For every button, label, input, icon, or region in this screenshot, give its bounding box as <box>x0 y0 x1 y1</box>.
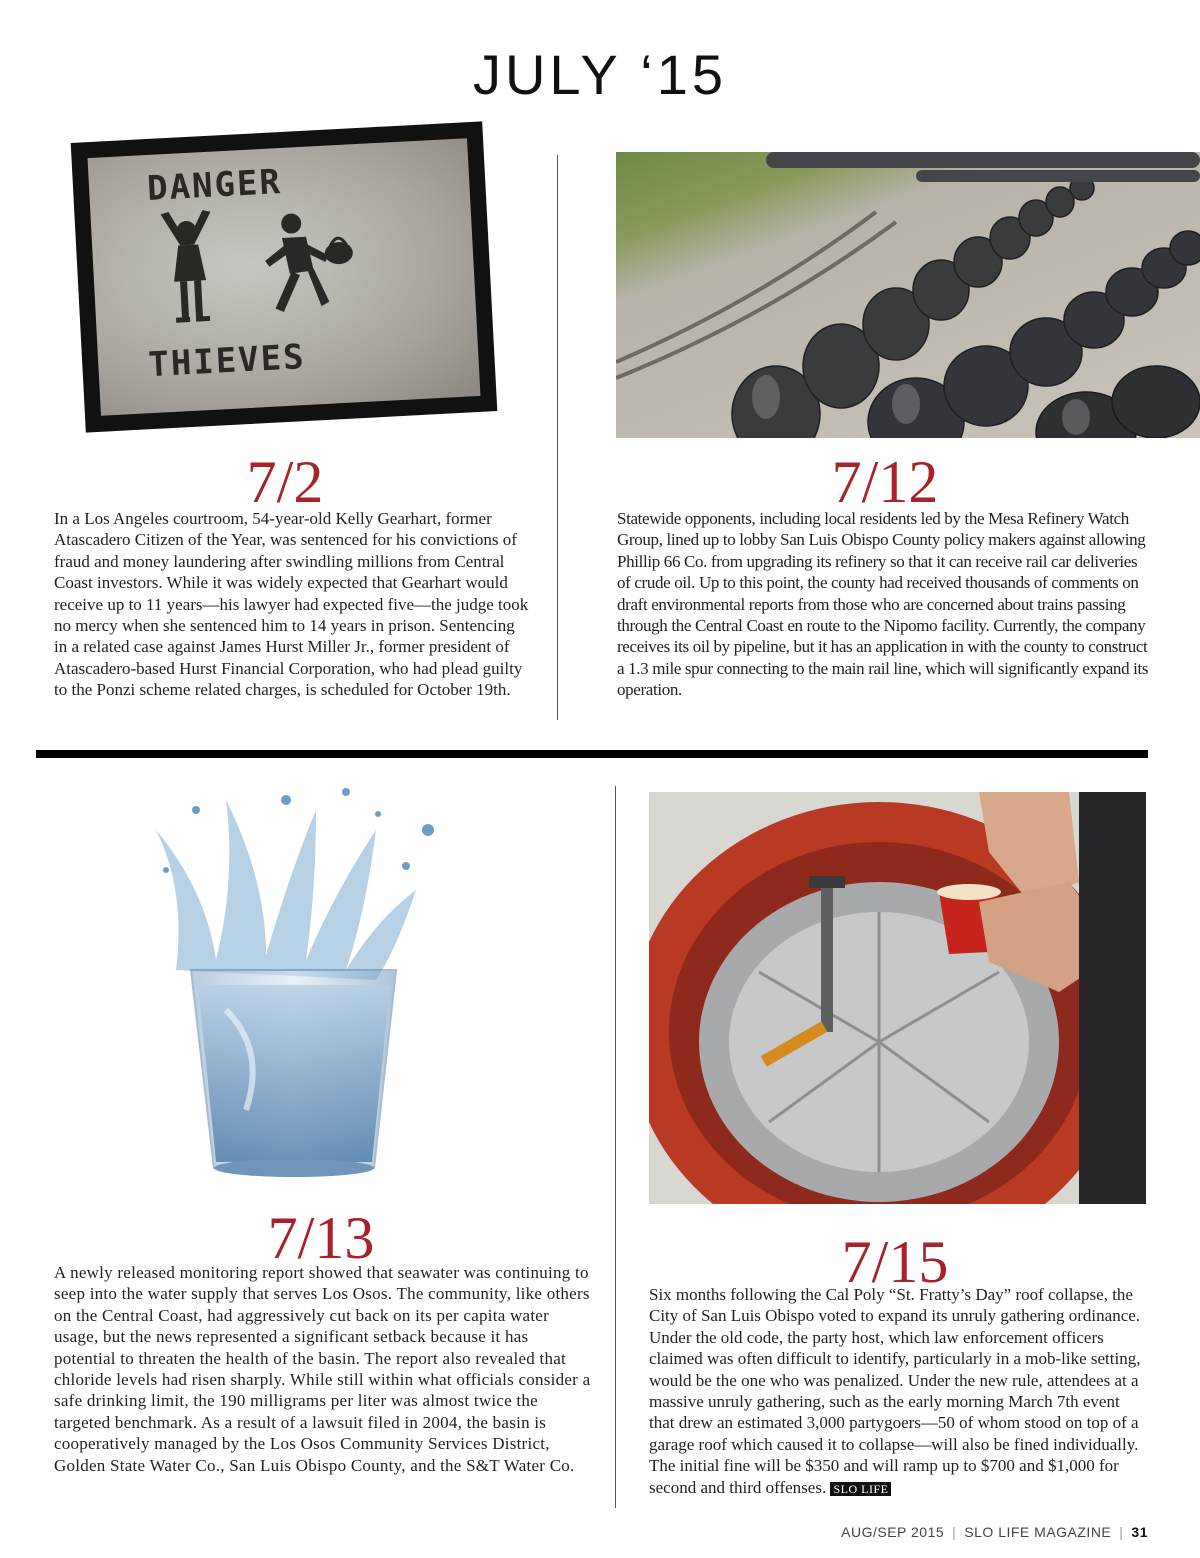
entry-date: 7/12 <box>831 449 939 515</box>
entry-text: Statewide opponents, including local residents led by the Mesa Refinery Watch Group, lined up to lobby San Luis Obispo County policy makers against allowing Phillip 66 Co. from upgrading its refinery so that it can receive rail car deliveries of crude oil. Up to this point, the county had received thousands of comments on draft environmental reports from those who are concerned about trains passing through the Central Coast en route to the Nipomo facility. Currently, the company receives its oil by pipeline, but it has an application in with the county to construct a 1.3 mile spur connecting to the main rail line, which will significantly expand its operation. <box>617 509 1149 700</box>
water-glass-photo <box>116 770 478 1180</box>
footer-separator: | <box>1119 1524 1124 1540</box>
entry-text: In a Los Angeles courtroom, 54-year-old Kelly Gearhart, former Atascadero Citizen of the Year, was sentenced for his convictions of fraud and money laundering after swindling millions from Central Coast investors. While it was widely expected that Gearhart would receive up to 11 years—his lawyer had expected five—the judge took no mercy when she sentenced him to 14 years in prison. Sentencing in a related case against James Hurst Miller Jr., former president of Atascadero-based Hurst Financial Corporation, who had plead guilty to the Ponzi scheme related charges, is scheduled for October 19th. <box>54 509 529 700</box>
tank-car-rows-illustration <box>616 152 1200 438</box>
stencil-text-thieves: THIEVES <box>147 337 307 386</box>
danger-thieves-photo <box>71 121 498 432</box>
tank-cars-photo <box>616 152 1200 438</box>
keg-photo <box>649 792 1146 1204</box>
entry-date: 7/15 <box>841 1229 949 1295</box>
entry-text <box>649 1284 1147 1498</box>
page-footer <box>841 1524 1148 1540</box>
stencil-text-danger: DANGER <box>146 162 283 210</box>
page-number: 31 <box>1131 1524 1148 1540</box>
section-divider <box>36 750 1148 758</box>
footer-issue: AUG/SEP 2015 <box>841 1524 945 1540</box>
entry-text: A newly released monitoring report showed that seawater was continuing to seep into the water supply that serves Los Osos. The community, like others on the Central Coast, had aggressively cut back on its per capita water usage, but the news represented a significant setback because it has potential to threaten the health of the basin. The report also revealed that chloride levels had risen sharply. While still within what officials consider a safe drinking limit, the 190 milligrams per liter was almost twice the targeted benchmark. As a result of a lawsuit filed in 2004, the basin is cooperatively managed by the Los Osos Community Services District, Golden State Water Co., San Luis Obispo County, and the S&T Water Co. <box>54 1263 591 1475</box>
entry-date: 7/13 <box>267 1205 375 1271</box>
footer-separator: | <box>952 1524 957 1540</box>
footer-publication: SLO LIFE MAGAZINE <box>964 1524 1112 1540</box>
page-title: JULY ‘15 <box>472 43 728 106</box>
entry-date: 7/2 <box>246 449 324 515</box>
entry-text-body: Six months following the Cal Poly “St. Fratty’s Day” roof collapse, the City of San Luis Obispo voted to expand its unruly gathering ordinance. Under the old code, the party host, which law enforcement officers claimed was often difficult to identify, particularly in a mob-like setting, would be the one who was penalized. Under the new rule, attendees at a massive unruly gathering, such as the early morning March 7th event that drew an estimated 3,000 partygoers—50 of whom stood on top of a garage roof which caused it to collapse—will also be fined individually. The initial fine will be $350 and will ramp up to $700 and $1,000 for second and third offenses. <box>649 1285 1141 1497</box>
water-splash-illustration <box>116 770 478 1180</box>
slo-life-end-tag: SLO LIFE <box>830 1482 891 1496</box>
keg-in-bucket-illustration <box>649 792 1146 1204</box>
column-divider-top <box>557 155 558 720</box>
column-divider-bottom <box>615 786 616 1508</box>
